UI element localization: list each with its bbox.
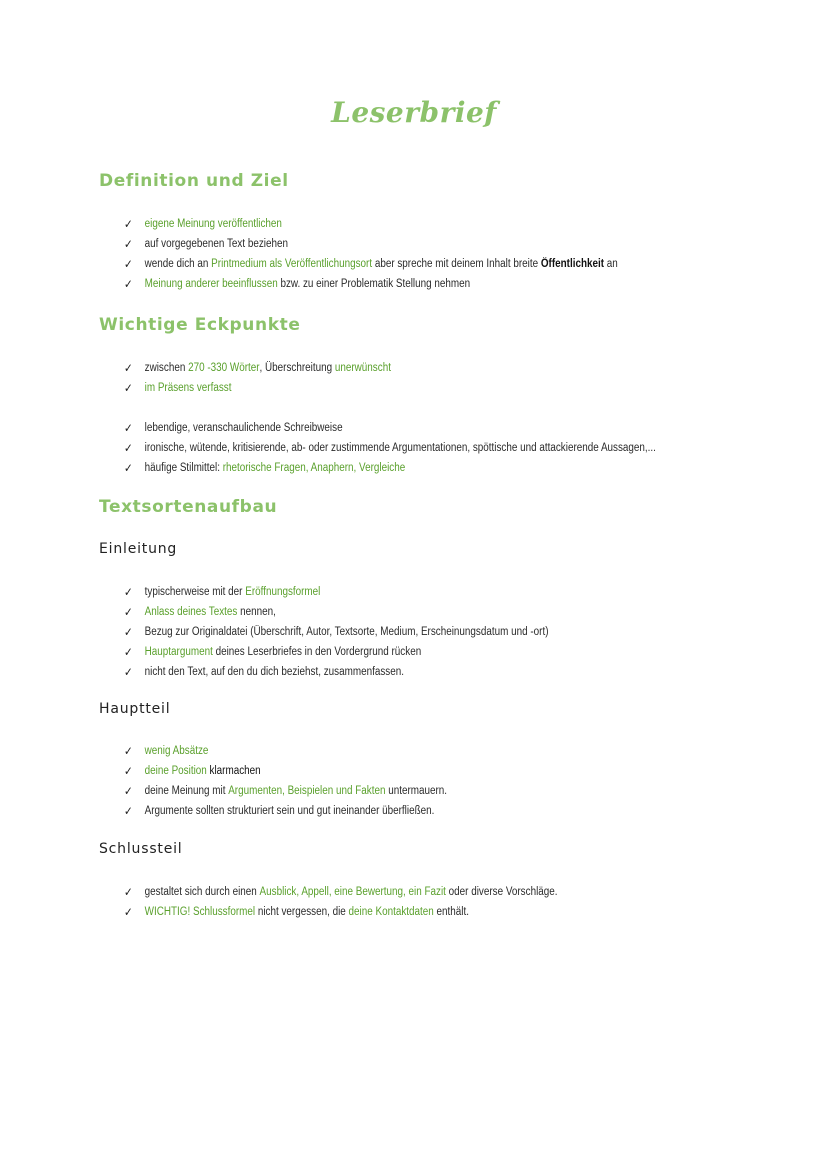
subheading-einleitung: Einleitung [99, 541, 178, 557]
item-text: Bezug zur Originaldatei (Überschrift, Autor, Textsorte, Medium, Erscheinungsdatum und -ort) [144, 626, 549, 638]
item-text: deine Meinung mit [144, 785, 229, 797]
item-text: typischerweise mit der [144, 586, 246, 598]
list-item [124, 214, 282, 234]
check-icon: ✓ [124, 461, 133, 475]
list-item [124, 418, 343, 438]
list-item [124, 642, 421, 662]
check-icon: ✓ [124, 381, 133, 395]
item-highlight: Meinung anderer beeinflussen [144, 278, 278, 290]
item-emphasis: Öffentlichkeit [540, 258, 605, 270]
list-item [124, 274, 470, 294]
check-icon: ✓ [124, 764, 133, 778]
item-text: auf vorgegebenen Text beziehen [144, 238, 288, 250]
item-highlight: deine Kontaktdaten [348, 906, 434, 918]
item-text: häufige Stilmittel: [144, 462, 223, 474]
item-highlight: im Präsens verfasst [144, 382, 232, 394]
list-item [124, 358, 391, 378]
item-text: lebendige, veranschaulichende Schreibweise [144, 422, 343, 434]
item-text: wende dich an [144, 258, 212, 270]
list-item [124, 438, 656, 458]
list-item [124, 761, 261, 781]
item-text: an [604, 258, 618, 270]
item-text: bzw. zu einer Problematik Stellung nehmen [277, 278, 471, 290]
list-item [124, 602, 276, 622]
item-text: aber spreche mit deinem Inhalt breite [372, 258, 541, 270]
item-text: klarmachen [206, 765, 261, 777]
subheading-hauptteil: Hauptteil [99, 701, 171, 717]
item-highlight: Argumenten, Beispielen und Fakten [228, 785, 386, 797]
list-item [124, 741, 208, 761]
list-item [124, 622, 548, 642]
section-heading-aufbau: Textsortenaufbau [99, 497, 278, 517]
item-text: deines Leserbriefes in den Vordergrund rücken [212, 646, 422, 658]
list-item [124, 882, 558, 902]
item-text: zwischen [144, 362, 189, 374]
item-text: gestaltet sich durch einen [144, 886, 260, 898]
check-icon: ✓ [124, 804, 133, 818]
check-icon: ✓ [124, 885, 133, 899]
item-text: untermauern. [385, 785, 448, 797]
check-icon: ✓ [124, 361, 133, 375]
item-text: eigene Meinung veröffentlichen [144, 218, 282, 230]
check-icon: ✓ [124, 237, 133, 251]
item-highlight: Eröffnungsformel [245, 586, 321, 598]
list-item [124, 781, 447, 801]
item-highlight: Anlass deines Textes [144, 606, 238, 618]
check-icon: ✓ [124, 217, 133, 231]
list-item [124, 801, 434, 821]
list-item [124, 378, 231, 398]
item-highlight: Hauptargument [144, 646, 213, 658]
list-item [124, 582, 320, 602]
check-icon: ✓ [124, 905, 133, 919]
item-text: nicht vergessen, die [255, 906, 349, 918]
check-icon: ✓ [124, 441, 133, 455]
list-item [124, 234, 288, 254]
item-highlight: 270 -330 Wörter [188, 362, 260, 374]
item-highlight: WICHTIG! Schlussformel [144, 906, 256, 918]
check-icon: ✓ [124, 277, 133, 291]
item-text: , Überschreitung [259, 362, 335, 374]
check-icon: ✓ [124, 744, 133, 758]
check-icon: ✓ [124, 257, 133, 271]
subheading-schlussteil: Schlussteil [99, 841, 183, 857]
check-icon: ✓ [124, 605, 133, 619]
item-highlight: deine Position [144, 765, 207, 777]
check-icon: ✓ [124, 665, 133, 679]
item-text: enthält. [433, 906, 469, 918]
list-item [124, 902, 469, 922]
item-highlight: unerwünscht [334, 362, 391, 374]
item-highlight: wenig Absätze [144, 745, 209, 757]
item-text: nicht den Text, auf den du dich beziehst, zusammenfassen. [144, 666, 404, 678]
section-heading-eckpunkte: Wichtige Eckpunkte [99, 315, 301, 335]
list-item [124, 458, 405, 478]
item-highlight: Ausblick, Appell, eine Bewertung, ein Fazit [259, 886, 446, 898]
check-icon: ✓ [124, 625, 133, 639]
list-item [124, 254, 618, 274]
check-icon: ✓ [124, 585, 133, 599]
page-title: Leserbrief [331, 96, 497, 129]
section-heading-definition: Definition und Ziel [99, 171, 289, 191]
item-highlight: rhetorische Fragen, Anaphern, Vergleiche [222, 462, 406, 474]
check-icon: ✓ [124, 645, 133, 659]
item-text: ironische, wütende, kritisierende, ab- oder zustimmende Argumentationen, spöttische und attackierende Aussagen,... [144, 442, 656, 454]
list-item [124, 662, 404, 682]
item-highlight: Printmedium als Veröffentlichungsort [211, 258, 373, 270]
check-icon: ✓ [124, 421, 133, 435]
item-text: Argumente sollten strukturiert sein und gut ineinander überfließen. [144, 805, 435, 817]
check-icon: ✓ [124, 784, 133, 798]
item-text: oder diverse Vorschläge. [445, 886, 558, 898]
item-text: nennen, [237, 606, 276, 618]
